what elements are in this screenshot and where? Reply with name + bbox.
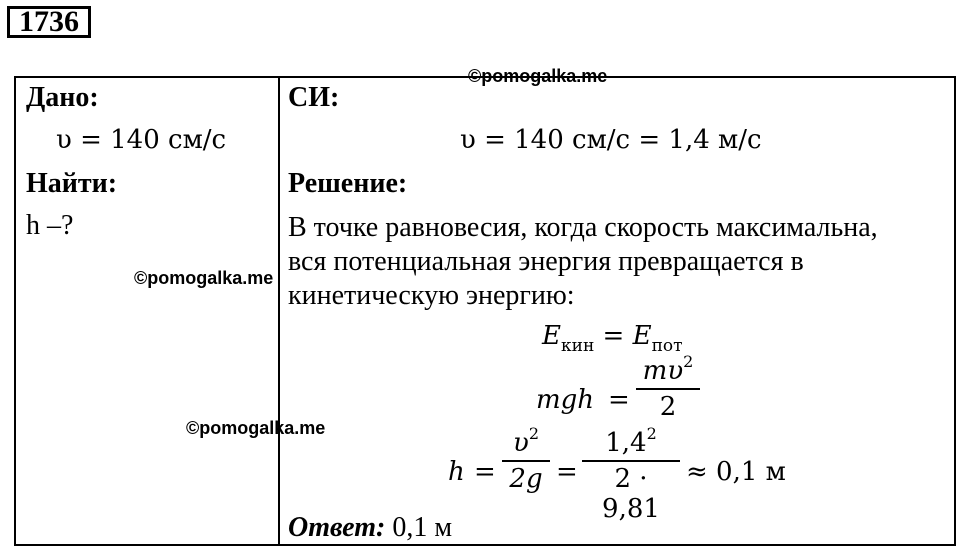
given-velocity: υ = 140 см/с (56, 125, 227, 155)
watermark-bottom: ©pomogalka.me (186, 418, 326, 438)
eq1-left-sub: кин (560, 336, 595, 356)
solution-text-line-3: кинетическую энергию: (288, 280, 575, 311)
si-heading: СИ: (288, 82, 340, 113)
solution-text-line-2: вся потенциальная энергия превращается в (288, 246, 804, 277)
eq3-f1-den: 2g (509, 464, 543, 494)
eq1-equals: = (602, 321, 625, 351)
column-divider (278, 76, 280, 546)
eq3-equals-2: = (556, 457, 578, 487)
eq2-num-sup: 2 (683, 352, 694, 371)
si-conversion: υ = 140 см/с = 1,4 м/с (460, 125, 762, 155)
eq2-fraction (636, 352, 700, 422)
answer (288, 512, 452, 544)
find-heading: Найти: (26, 168, 118, 199)
eq3-f2-den: 2 · 9,81 (602, 464, 660, 524)
eq2-left: mgh (536, 385, 595, 415)
problem-number: 1736 (7, 6, 91, 38)
eq1-right-sub: пот (651, 336, 683, 356)
eq1-right: E (632, 321, 652, 351)
eq3-f1-num: υ (513, 428, 529, 458)
watermark-top: ©pomogalka.me (468, 66, 608, 86)
eq1-left: E (542, 321, 561, 351)
eq3-equals-1: = (474, 457, 496, 487)
eq3-f2-num: 1,4 (605, 428, 647, 458)
eq3-left: h (448, 457, 465, 487)
eq3-f1-num-sup: 2 (528, 424, 539, 443)
eq3-approx: ≈ 0,1 м (686, 457, 786, 487)
equation-energy-balance (542, 320, 683, 355)
eq3-fraction-1 (502, 424, 550, 494)
solution-text-line-1: В точке равновесия, когда скорость максимальна, (288, 212, 878, 243)
find-target: h –? (26, 210, 74, 241)
eq3-fraction-2 (582, 424, 680, 524)
eq2-num: mυ (642, 356, 684, 386)
given-heading: Дано: (26, 82, 99, 113)
watermark-middle: ©pomogalka.me (134, 268, 274, 288)
solution-heading: Решение: (288, 168, 408, 199)
answer-value: 0,1 м (392, 512, 453, 543)
eq2-equals: = (608, 385, 630, 415)
eq2-den: 2 (659, 392, 677, 422)
eq3-f2-num-sup: 2 (646, 424, 657, 443)
answer-label: Ответ: (288, 512, 386, 543)
